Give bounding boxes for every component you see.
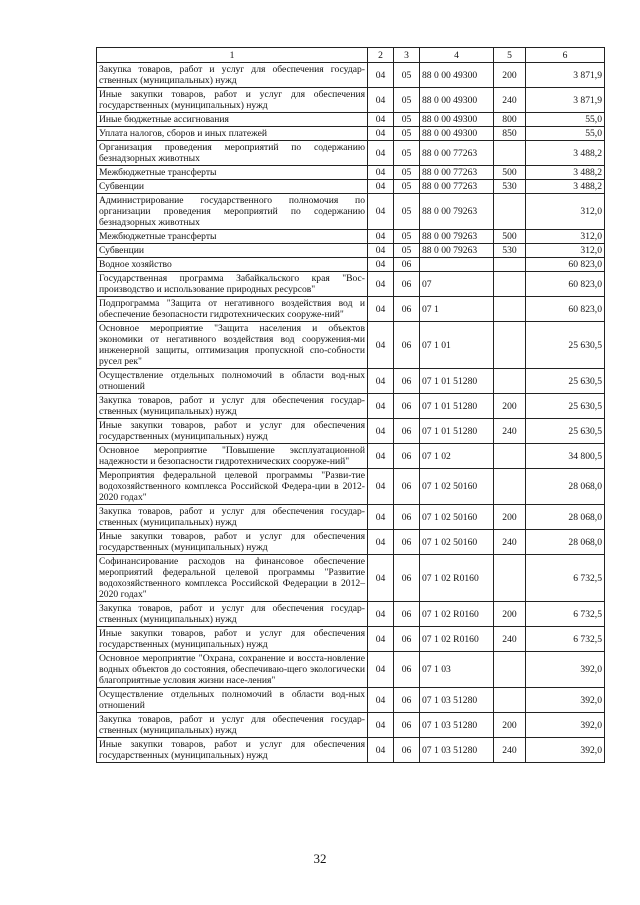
table-row: [97, 530, 605, 555]
row-section-cell: 04: [368, 688, 394, 713]
row-section-cell: 04: [368, 113, 394, 127]
row-target-code-cell: 07 1 03 51280: [420, 688, 494, 713]
row-section-cell: 04: [368, 63, 394, 88]
row-amount-cell: 6 732,5: [526, 627, 605, 652]
row-expense-type-cell: 200: [494, 713, 526, 738]
row-amount-cell: 3 488,2: [526, 141, 605, 166]
row-name-cell: Осуществление отдельных полномочий в области вод-ных отношений: [97, 688, 368, 713]
row-subsection-cell: 06: [394, 258, 420, 272]
row-subsection-cell: 05: [394, 127, 420, 141]
row-target-code-cell: 07 1 03 51280: [420, 713, 494, 738]
row-section-cell: 04: [368, 272, 394, 297]
row-amount-cell: 6 732,5: [526, 555, 605, 602]
row-subsection-cell: 06: [394, 272, 420, 297]
row-section-cell: 04: [368, 652, 394, 688]
row-expense-type-cell: [494, 369, 526, 394]
col-header-name: 1: [97, 48, 368, 63]
row-target-code-cell: 07 1 02 R0160: [420, 627, 494, 652]
row-expense-type-cell: 200: [494, 505, 526, 530]
row-section-cell: 04: [368, 627, 394, 652]
row-subsection-cell: 06: [394, 322, 420, 369]
row-subsection-cell: 06: [394, 627, 420, 652]
row-target-code-cell: 07 1 02 R0160: [420, 555, 494, 602]
row-expense-type-cell: 200: [494, 63, 526, 88]
row-name-cell: Администрирование государственного полномочия по организации проведения мероприятий по содержанию безнадзорных животных: [97, 194, 368, 230]
row-target-code-cell: 07 1 02: [420, 444, 494, 469]
row-expense-type-cell: [494, 322, 526, 369]
row-amount-cell: 3 871,9: [526, 63, 605, 88]
row-subsection-cell: 05: [394, 166, 420, 180]
row-name-cell: Основное мероприятие "Охрана, сохранение и восста-новление водных объектов до состояния, обеспечиваю-щего экологически благоприятные условия жизни насе-ления": [97, 652, 368, 688]
row-amount-cell: 392,0: [526, 652, 605, 688]
row-section-cell: 04: [368, 505, 394, 530]
row-subsection-cell: 06: [394, 297, 420, 322]
row-target-code-cell: 07 1: [420, 297, 494, 322]
row-subsection-cell: 06: [394, 602, 420, 627]
row-amount-cell: 3 488,2: [526, 180, 605, 194]
table-row: [97, 627, 605, 652]
table-row: [97, 444, 605, 469]
row-expense-type-cell: [494, 272, 526, 297]
row-section-cell: 04: [368, 394, 394, 419]
row-name-cell: Иные закупки товаров, работ и услуг для обеспечения государственных (муниципальных) нужд: [97, 738, 368, 763]
table-row: [97, 713, 605, 738]
row-target-code-cell: 88 0 00 49300: [420, 127, 494, 141]
row-name-cell: Основное мероприятие "Повышение эксплуатационной надежности и безопасности гидротехнических сооруже-ний": [97, 444, 368, 469]
row-target-code-cell: 88 0 00 77263: [420, 180, 494, 194]
row-target-code-cell: 88 0 00 79263: [420, 194, 494, 230]
row-section-cell: 04: [368, 180, 394, 194]
row-expense-type-cell: 240: [494, 88, 526, 113]
row-section-cell: 04: [368, 88, 394, 113]
header-row: [97, 48, 605, 63]
row-section-cell: 04: [368, 530, 394, 555]
row-section-cell: 04: [368, 369, 394, 394]
row-amount-cell: 28 068,0: [526, 469, 605, 505]
row-section-cell: 04: [368, 444, 394, 469]
table-row: [97, 180, 605, 194]
row-subsection-cell: 06: [394, 652, 420, 688]
row-expense-type-cell: 500: [494, 230, 526, 244]
row-subsection-cell: 05: [394, 194, 420, 230]
table-row: [97, 505, 605, 530]
row-section-cell: 04: [368, 555, 394, 602]
row-section-cell: 04: [368, 322, 394, 369]
row-target-code-cell: 07 1 03 51280: [420, 738, 494, 763]
row-amount-cell: 60 823,0: [526, 258, 605, 272]
table-row: [97, 230, 605, 244]
row-expense-type-cell: 850: [494, 127, 526, 141]
table-row: [97, 258, 605, 272]
row-amount-cell: 312,0: [526, 194, 605, 230]
row-name-cell: Межбюджетные трансферты: [97, 166, 368, 180]
row-amount-cell: 312,0: [526, 230, 605, 244]
row-name-cell: Субвенции: [97, 180, 368, 194]
row-expense-type-cell: [494, 652, 526, 688]
table-row: [97, 652, 605, 688]
row-expense-type-cell: 240: [494, 738, 526, 763]
row-amount-cell: 6 732,5: [526, 602, 605, 627]
row-amount-cell: 3 871,9: [526, 88, 605, 113]
row-expense-type-cell: [494, 469, 526, 505]
row-target-code-cell: 07 1 01 51280: [420, 394, 494, 419]
row-section-cell: 04: [368, 141, 394, 166]
row-expense-type-cell: [494, 297, 526, 322]
table-row: [97, 141, 605, 166]
row-amount-cell: 312,0: [526, 244, 605, 258]
row-amount-cell: 60 823,0: [526, 272, 605, 297]
row-target-code-cell: 88 0 00 79263: [420, 244, 494, 258]
row-target-code-cell: [420, 258, 494, 272]
row-expense-type-cell: 530: [494, 244, 526, 258]
row-name-cell: Организация проведения мероприятий по содержанию безнадзорных животных: [97, 141, 368, 166]
row-subsection-cell: 05: [394, 230, 420, 244]
row-amount-cell: 55,0: [526, 113, 605, 127]
row-amount-cell: 392,0: [526, 713, 605, 738]
row-target-code-cell: 07 1 02 50160: [420, 469, 494, 505]
table-row: [97, 194, 605, 230]
budget-table: [96, 47, 605, 763]
row-amount-cell: 392,0: [526, 738, 605, 763]
table-row: [97, 369, 605, 394]
row-section-cell: 04: [368, 244, 394, 258]
row-section-cell: 04: [368, 127, 394, 141]
row-name-cell: Закупка товаров, работ и услуг для обеспечения государ-ственных (муниципальных) нужд: [97, 505, 368, 530]
row-target-code-cell: 88 0 00 79263: [420, 230, 494, 244]
table-row: [97, 127, 605, 141]
row-amount-cell: 25 630,5: [526, 394, 605, 419]
row-name-cell: Иные закупки товаров, работ и услуг для обеспечения государственных (муниципальных) нужд: [97, 419, 368, 444]
row-target-code-cell: 88 0 00 77263: [420, 166, 494, 180]
col-header-target-code: 4: [420, 48, 494, 63]
row-section-cell: 04: [368, 258, 394, 272]
row-subsection-cell: 06: [394, 419, 420, 444]
row-subsection-cell: 05: [394, 113, 420, 127]
table-row: [97, 419, 605, 444]
table-row: [97, 113, 605, 127]
table-row: [97, 88, 605, 113]
row-amount-cell: 28 068,0: [526, 505, 605, 530]
row-expense-type-cell: 800: [494, 113, 526, 127]
row-section-cell: 04: [368, 738, 394, 763]
table-row: [97, 166, 605, 180]
table-row: [97, 63, 605, 88]
row-expense-type-cell: [494, 444, 526, 469]
table-row: [97, 738, 605, 763]
col-header-expense-type: 5: [494, 48, 526, 63]
row-section-cell: 04: [368, 297, 394, 322]
row-section-cell: 04: [368, 419, 394, 444]
row-subsection-cell: 06: [394, 555, 420, 602]
row-section-cell: 04: [368, 469, 394, 505]
row-amount-cell: 3 488,2: [526, 166, 605, 180]
row-name-cell: Уплата налогов, сборов и иных платежей: [97, 127, 368, 141]
row-expense-type-cell: 200: [494, 394, 526, 419]
row-target-code-cell: 88 0 00 77263: [420, 141, 494, 166]
page-number: 32: [313, 851, 327, 866]
row-section-cell: 04: [368, 713, 394, 738]
row-name-cell: Закупка товаров, работ и услуг для обеспечения государ-ственных (муниципальных) нужд: [97, 713, 368, 738]
table-row: [97, 602, 605, 627]
row-amount-cell: 60 823,0: [526, 297, 605, 322]
col-header-subsection: 3: [394, 48, 420, 63]
row-expense-type-cell: 240: [494, 419, 526, 444]
row-target-code-cell: 88 0 00 49300: [420, 113, 494, 127]
row-subsection-cell: 06: [394, 505, 420, 530]
row-name-cell: Осуществление отдельных полномочий в области вод-ных отношений: [97, 369, 368, 394]
row-expense-type-cell: 530: [494, 180, 526, 194]
row-name-cell: Государственная программа Забайкальского края "Вос-производство и использование природных ресурсов": [97, 272, 368, 297]
row-name-cell: Иные закупки товаров, работ и услуг для обеспечения государственных (муниципальных) нужд: [97, 88, 368, 113]
table-row: [97, 297, 605, 322]
row-name-cell: Закупка товаров, работ и услуг для обеспечения государ-ственных (муниципальных) нужд: [97, 602, 368, 627]
table-row: [97, 469, 605, 505]
row-subsection-cell: 06: [394, 713, 420, 738]
row-subsection-cell: 06: [394, 444, 420, 469]
table-row: [97, 272, 605, 297]
row-name-cell: Иные закупки товаров, работ и услуг для обеспечения государственных (муниципальных) нужд: [97, 627, 368, 652]
row-expense-type-cell: 500: [494, 166, 526, 180]
row-target-code-cell: 07 1 02 50160: [420, 530, 494, 555]
row-subsection-cell: 06: [394, 369, 420, 394]
row-name-cell: Субвенции: [97, 244, 368, 258]
row-subsection-cell: 05: [394, 63, 420, 88]
table-row: [97, 688, 605, 713]
row-target-code-cell: 07 1 02 50160: [420, 505, 494, 530]
table-row: [97, 394, 605, 419]
table-row: [97, 244, 605, 258]
row-section-cell: 04: [368, 602, 394, 627]
row-expense-type-cell: [494, 258, 526, 272]
row-amount-cell: 392,0: [526, 688, 605, 713]
row-expense-type-cell: 240: [494, 530, 526, 555]
row-expense-type-cell: [494, 141, 526, 166]
row-name-cell: Закупка товаров, работ и услуг для обеспечения государ-ственных (муниципальных) нужд: [97, 63, 368, 88]
row-subsection-cell: 05: [394, 141, 420, 166]
row-subsection-cell: 06: [394, 738, 420, 763]
row-target-code-cell: 07 1 01 51280: [420, 419, 494, 444]
row-subsection-cell: 05: [394, 180, 420, 194]
row-expense-type-cell: [494, 688, 526, 713]
row-section-cell: 04: [368, 166, 394, 180]
row-target-code-cell: 07: [420, 272, 494, 297]
row-name-cell: Иные бюджетные ассигнования: [97, 113, 368, 127]
row-name-cell: Мероприятия федеральной целевой программы "Разви-тие водохозяйственного комплекса Российской Федера-ции в 2012-2020 годах": [97, 469, 368, 505]
table-row: [97, 322, 605, 369]
row-expense-type-cell: 200: [494, 602, 526, 627]
row-name-cell: Водное хозяйство: [97, 258, 368, 272]
row-name-cell: Основное мероприятие "Защита населения и объектов экономики от негативного воздействия вод сооружения-ми инженерной защиты, оптимизация пропускной спо-собности русел рек": [97, 322, 368, 369]
row-amount-cell: 55,0: [526, 127, 605, 141]
row-subsection-cell: 05: [394, 244, 420, 258]
row-target-code-cell: 07 1 01 51280: [420, 369, 494, 394]
row-amount-cell: 25 630,5: [526, 322, 605, 369]
row-name-cell: Межбюджетные трансферты: [97, 230, 368, 244]
row-target-code-cell: 07 1 03: [420, 652, 494, 688]
row-section-cell: 04: [368, 230, 394, 244]
row-name-cell: Закупка товаров, работ и услуг для обеспечения государ-ственных (муниципальных) нужд: [97, 394, 368, 419]
row-subsection-cell: 06: [394, 530, 420, 555]
row-amount-cell: 25 630,5: [526, 369, 605, 394]
row-expense-type-cell: [494, 555, 526, 602]
row-subsection-cell: 06: [394, 469, 420, 505]
row-section-cell: 04: [368, 194, 394, 230]
row-target-code-cell: 07 1 02 R0160: [420, 602, 494, 627]
row-amount-cell: 25 630,5: [526, 419, 605, 444]
row-subsection-cell: 05: [394, 88, 420, 113]
col-header-section: 2: [368, 48, 394, 63]
row-target-code-cell: 88 0 00 49300: [420, 88, 494, 113]
row-subsection-cell: 06: [394, 394, 420, 419]
row-target-code-cell: 88 0 00 49300: [420, 63, 494, 88]
row-target-code-cell: 07 1 01: [420, 322, 494, 369]
col-header-amount: 6: [526, 48, 605, 63]
row-name-cell: Иные закупки товаров, работ и услуг для обеспечения государственных (муниципальных) нужд: [97, 530, 368, 555]
row-amount-cell: 28 068,0: [526, 530, 605, 555]
row-expense-type-cell: [494, 194, 526, 230]
row-subsection-cell: 06: [394, 688, 420, 713]
row-expense-type-cell: 240: [494, 627, 526, 652]
row-amount-cell: 34 800,5: [526, 444, 605, 469]
table-row: [97, 555, 605, 602]
row-name-cell: Софинансирование расходов на финансовое обеспечение мероприятий федеральной целевой программы "Развитие водохозяйственного комплекса Российской Федерации в 2012–2020 годах": [97, 555, 368, 602]
row-name-cell: Подпрограмма "Защита от негативного воздействия вод и обеспечение безопасности гидротехнических сооруже-ний": [97, 297, 368, 322]
